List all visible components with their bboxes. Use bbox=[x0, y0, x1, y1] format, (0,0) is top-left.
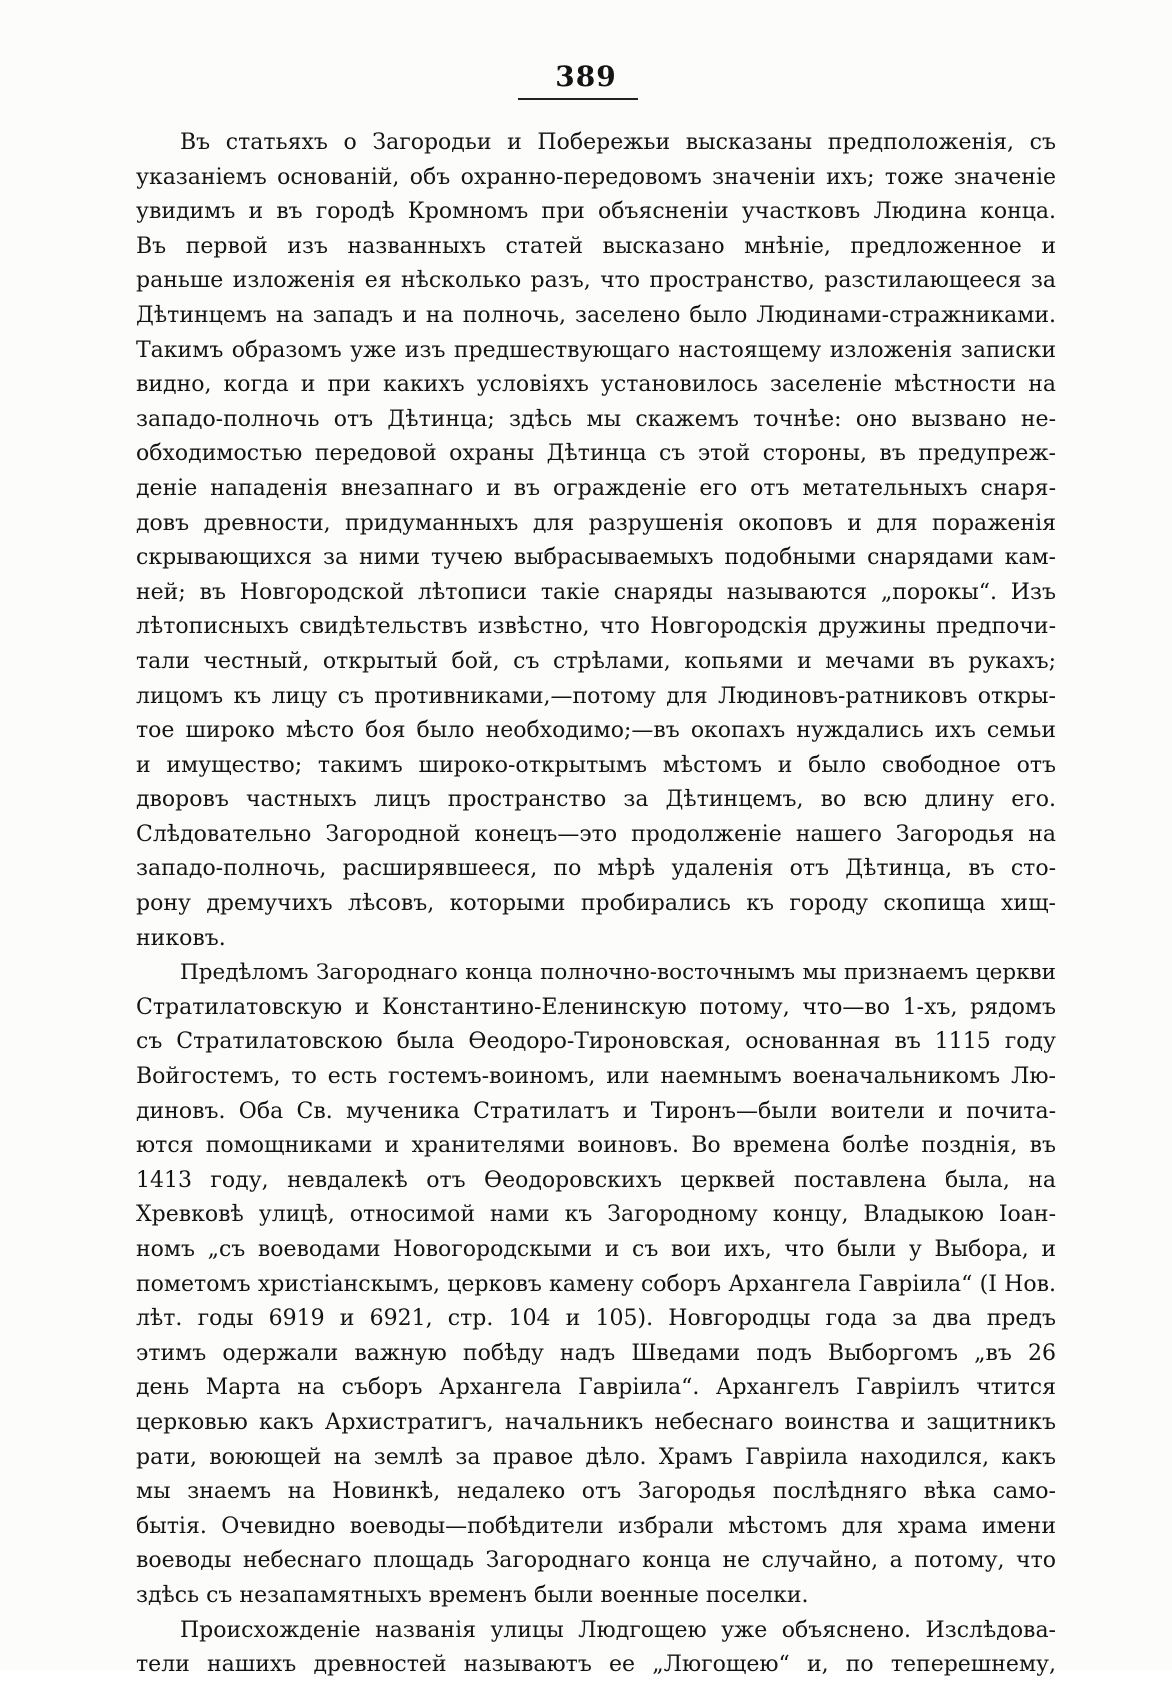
text-line: скрывающихся за ними тучею выбрасываемыхъ подобными снарядами кам- bbox=[136, 545, 1056, 571]
text-line: никовъ. bbox=[136, 925, 226, 951]
text-line: лѣт. годы 6919 и 6921, стр. 104 и 105). Новгородцы года за два предъ bbox=[136, 1306, 1056, 1332]
text-line: воеводы небеснаго площадь Загороднаго конца не случайно, а потому, что bbox=[136, 1548, 1056, 1574]
text-line: бытія. Очевидно воеводы—побѣдители избрали мѣстомъ для храма имени bbox=[136, 1513, 1056, 1539]
text-line: Происхожденіе названія улицы Людгощею уже объяснено. Изслѣдова- bbox=[180, 1617, 1056, 1643]
text-line: и имущество; такимъ широко-открытымъ мѣстомъ и было свободное отъ bbox=[136, 752, 1056, 778]
text-line: Въ первой изъ названныхъ статей высказано мнѣніе, предложенное и bbox=[136, 233, 1056, 259]
paragraph bbox=[136, 956, 1056, 1613]
text-line: лицомъ къ лицу съ противниками,—потому для Людиновъ-ратниковъ откры- bbox=[136, 683, 1056, 709]
text-line: день Марта на съборъ Архангела Гаврiила“. Архангелъ Гаврiилъ чтится bbox=[136, 1375, 1056, 1401]
text-line: тали честный, открытый бой, съ стрѣлами, копьями и мечами въ рукахъ; bbox=[136, 648, 1056, 674]
text-line: этимъ одержали важную побѣду надъ Шведами подъ Выборгомъ „въ 26 bbox=[136, 1340, 1056, 1366]
text-line: пометомъ христіанскымъ, церковъ камену соборъ Архангела Гаврiила“ (I Нов. bbox=[136, 1271, 1056, 1297]
text-line: мы знаемъ на Новинкѣ, недалеко отъ Загородья послѣдняго вѣка само- bbox=[136, 1479, 1056, 1505]
text-line: съ Стратилатовскою была Ѳеодоро-Тироновская, основанная въ 1115 году bbox=[136, 1029, 1056, 1055]
paragraph bbox=[136, 1614, 1056, 1683]
text-line: Слѣдовательно Загородной конецъ—это продолженіе нашего Загородья на bbox=[136, 821, 1056, 847]
text-line: тели нашихъ древностей называютъ ее „Люгощею“ и, по теперешнему, bbox=[136, 1652, 1056, 1678]
text-line: Такимъ образомъ уже изъ предшествующаго настоящему изложенія записки bbox=[136, 337, 1056, 363]
text-line: номъ „съ воеводами Новогородскыми и съ вои ихъ, что были у Выбора, и bbox=[136, 1237, 1056, 1262]
text-line: Хревковѣ улицѣ, относимой нами къ Загородному концу, Владыкою Іоан- bbox=[136, 1202, 1056, 1228]
text-line: обходимостью передовой охраны Дѣтинца съ этой стороны, въ предупреж- bbox=[136, 441, 1056, 467]
text-line: Стратилатовскую и Константино-Еленинскую потому, что—во 1-хъ, рядомъ bbox=[136, 994, 1056, 1020]
text-line: рону дремучихъ лѣсовъ, которыми пробирались къ городу скопища хищ- bbox=[136, 891, 1056, 917]
text-line: дворовъ частныхъ лицъ пространство за Дѣтинцемъ, во всю длину его. bbox=[136, 787, 1056, 813]
text-line: западо-полночь отъ Дѣтинца; здѣсь мы скажемъ точнѣе: оно вызвано не- bbox=[136, 406, 1056, 432]
page-text bbox=[136, 126, 1056, 1683]
text-line: тое широко мѣсто боя было необходимо;—въ окопахъ нуждались ихъ семьи bbox=[136, 718, 1056, 744]
text-line: западо-полночь, расширявшееся, по мѣрѣ удаленія отъ Дѣтинца, въ сто- bbox=[136, 856, 1056, 882]
text-line: церковью какъ Архистратигъ, начальникъ небеснаго воинства и защитникъ bbox=[136, 1409, 1056, 1435]
text-line: увидимъ и въ городѣ Кромномъ при объясненіи участковъ Людина конца. bbox=[136, 199, 1056, 225]
text-line: диновъ. Оба Св. мученика Стратилатъ и Тиронъ—были воители и почита- bbox=[136, 1098, 1056, 1124]
text-line: видно, когда и при какихъ условіяхъ установилось заселеніе мѣстности на bbox=[136, 372, 1056, 398]
text-line: Войгостемъ, то есть гостемъ-воиномъ, или наемнымъ военачальникомъ Лю- bbox=[136, 1064, 1056, 1090]
text-line: указаніемъ основаній, объ охранно-передовомъ значеніи ихъ; тоже значеніе bbox=[136, 164, 1056, 190]
page-number-rule bbox=[518, 98, 638, 100]
text-line: Предѣломъ Загороднаго конца полночно-восточнымъ мы признаемъ церкви bbox=[180, 960, 1056, 986]
text-line: ются помощниками и хранителями воиновъ. Во времена болѣе позднія, въ bbox=[136, 1133, 1056, 1159]
text-line: рати, воюющей на землѣ за правое дѣло. Храмъ Гаврiила находился, какъ bbox=[136, 1444, 1056, 1470]
text-line: лѣтописныхъ свидѣтельствъ извѣстно, что Новгородскія дружины предпочи- bbox=[136, 614, 1056, 640]
paragraph bbox=[136, 126, 1056, 956]
text-line: деніе нападенія внезапнаго и въ огражденіе его отъ метательныхъ снаря- bbox=[136, 475, 1056, 501]
text-line: ней; въ Новгородской лѣтописи такіе снаряды называются „порокы“. Изъ bbox=[136, 579, 1056, 605]
text-line: Въ статьяхъ о Загородьи и Побережьи высказаны предположенія, съ bbox=[180, 130, 1056, 155]
text-line: довъ древности, придуманныхъ для разрушенія окоповъ и для пораженія bbox=[136, 510, 1056, 536]
text-line: Дѣтинцемъ на западъ и на полночь, заселено было Людинами-стражниками. bbox=[136, 302, 1056, 328]
page-number: 389 bbox=[555, 60, 617, 93]
text-line: раньше изложенія ея нѣсколько разъ, что пространство, разстилающееся за bbox=[136, 268, 1056, 294]
text-line: 1413 году, невдалекѣ отъ Ѳеодоровскихъ церквей поставлена была, на bbox=[136, 1167, 1056, 1193]
text-line: здѣсь съ незапамятныхъ временъ были военные поселки. bbox=[136, 1582, 809, 1608]
